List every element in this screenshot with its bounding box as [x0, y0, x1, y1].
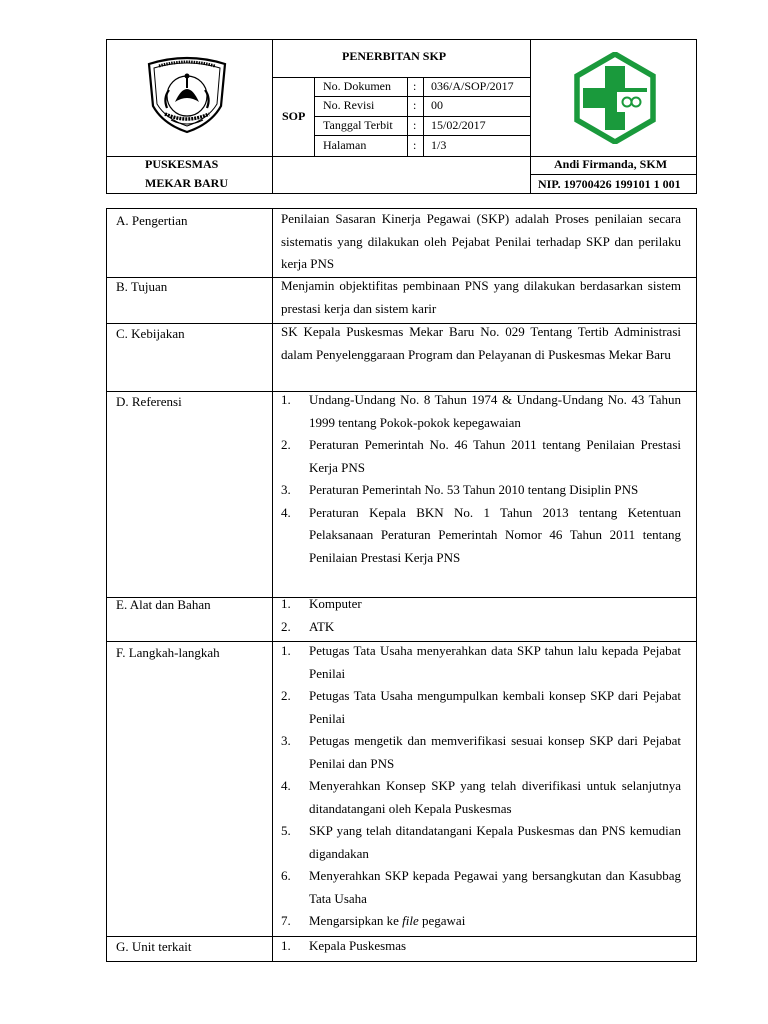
signer-nip: NIP. 19700426 199101 1 001 [538, 177, 681, 191]
regional-emblem-icon [141, 54, 233, 134]
signer-name: Andi Firmanda, SKM [554, 157, 668, 171]
field-value: 1/3 [431, 138, 447, 152]
list-item: 4. Peraturan Kepala BKN No. 1 Tahun 2013 tentang Ketentuan Pelaksanaan Peraturan Pemerintah Nomor 46 Tahun 2011 tentang Penilaian Prestasi Kerja PNS [281, 504, 681, 565]
document-header [106, 39, 697, 194]
alat-list [281, 593, 681, 638]
org-name-line1: PUSKESMAS [145, 157, 219, 171]
section-label-referensi: D. Referensi [116, 394, 182, 409]
list-item: 1. Komputer [281, 596, 362, 611]
section-label-kebijakan: C. Kebijakan [116, 326, 185, 341]
field-rule [314, 96, 530, 97]
list-item: 5. SKP yang telah ditandatangani Kepala Puskesmas dan PNS kemudian digandakan [281, 823, 681, 861]
puskesmas-cross-icon [570, 52, 660, 144]
list-item: 1. Undang-Undang No. 8 Tahun 1974 & Undang-Undang No. 43 Tahun 1999 tentang Pokok-pokok kepegawaian [281, 392, 681, 430]
unit-list [281, 935, 681, 958]
section-label-unit: G. Unit terkait [116, 939, 192, 954]
list-item: 3. Peraturan Pemerintah No. 53 Tahun 2010 tentang Disiplin PNS [281, 482, 639, 497]
field-rule [314, 135, 530, 136]
list-item: 2. ATK [281, 618, 335, 634]
langkah-list [281, 640, 681, 933]
list-item: 2. Peraturan Pemerintah No. 46 Tahun 2011 tentang Penilaian Prestasi Kerja PNS [281, 437, 681, 475]
document-title: PENERBITAN SKP [342, 49, 447, 63]
list-item: 7. Mengarsipkan ke file pegawai [281, 913, 466, 928]
header-rule [272, 77, 530, 78]
field-label: No. Revisi [323, 98, 375, 112]
field-separator: : [413, 98, 417, 112]
list-item: 3. Petugas mengetik dan memverifikasi sesuai konsep SKP dari Pejabat Penilai dan PNS [281, 733, 681, 771]
header-divider [272, 40, 273, 193]
field-separator: : [413, 118, 417, 132]
org-name-line2: MEKAR BARU [145, 176, 228, 190]
field-rule [314, 116, 530, 117]
header-divider [530, 40, 531, 193]
header-rule [530, 174, 696, 175]
section-label-alat: E. Alat dan Bahan [116, 597, 211, 612]
field-label: Halaman [323, 138, 367, 152]
field-label: No. Dokumen [323, 79, 391, 93]
field-value: 00 [431, 98, 443, 112]
field-value: 15/02/2017 [431, 118, 486, 132]
section-label-tujuan: B. Tujuan [116, 279, 168, 294]
section-text-tujuan: Menjamin objektifitas pembinaan PNS yang dilakukan berdasarkan sistem prestasi kerja dan sistem karir [281, 278, 681, 316]
section-text-pengertian: Penilaian Sasaran Kinerja Pegawai (SKP) adalah Proses penilaian secara sistematis yang dilakukan oleh Pejabat Penilai terhadap SKP dan perilaku kerja PNS [281, 211, 681, 271]
sop-content-table [106, 208, 697, 962]
list-item: 1. Petugas Tata Usaha menyerahkan data SKP tahun lalu kepada Pejabat Penilai [281, 643, 681, 681]
section-label-langkah: F. Langkah-langkah [116, 645, 220, 660]
field-label: Tanggal Terbit [323, 118, 393, 132]
column-divider [272, 209, 273, 961]
list-item: 2. Petugas Tata Usaha mengumpulkan kembali konsep SKP dari Pejabat Penilai [281, 688, 681, 726]
field-separator: : [413, 79, 417, 93]
section-label-pengertian: A. Pengertian [116, 213, 188, 228]
referensi-list [281, 389, 681, 569]
section-text-kebijakan: SK Kepala Puskesmas Mekar Baru No. 029 Tentang Tertib Administrasi dalam Penyelenggaraan Program dan Pelayanan di Puskesmas Mekar Baru [281, 324, 681, 362]
sop-label: SOP [282, 109, 306, 123]
list-item: 4. Menyerahkan Konsep SKP yang telah diverifikasi untuk selanjutnya ditandatangani oleh Kepala Puskesmas [281, 778, 681, 816]
field-value: 036/A/SOP/2017 [431, 79, 514, 93]
field-separator: : [413, 138, 417, 152]
list-item: 6. Menyerahkan SKP kepada Pegawai yang bersangkutan dan Kasubbag Tata Usaha [281, 868, 681, 906]
list-item: 1. Kepala Puskesmas [281, 938, 407, 953]
